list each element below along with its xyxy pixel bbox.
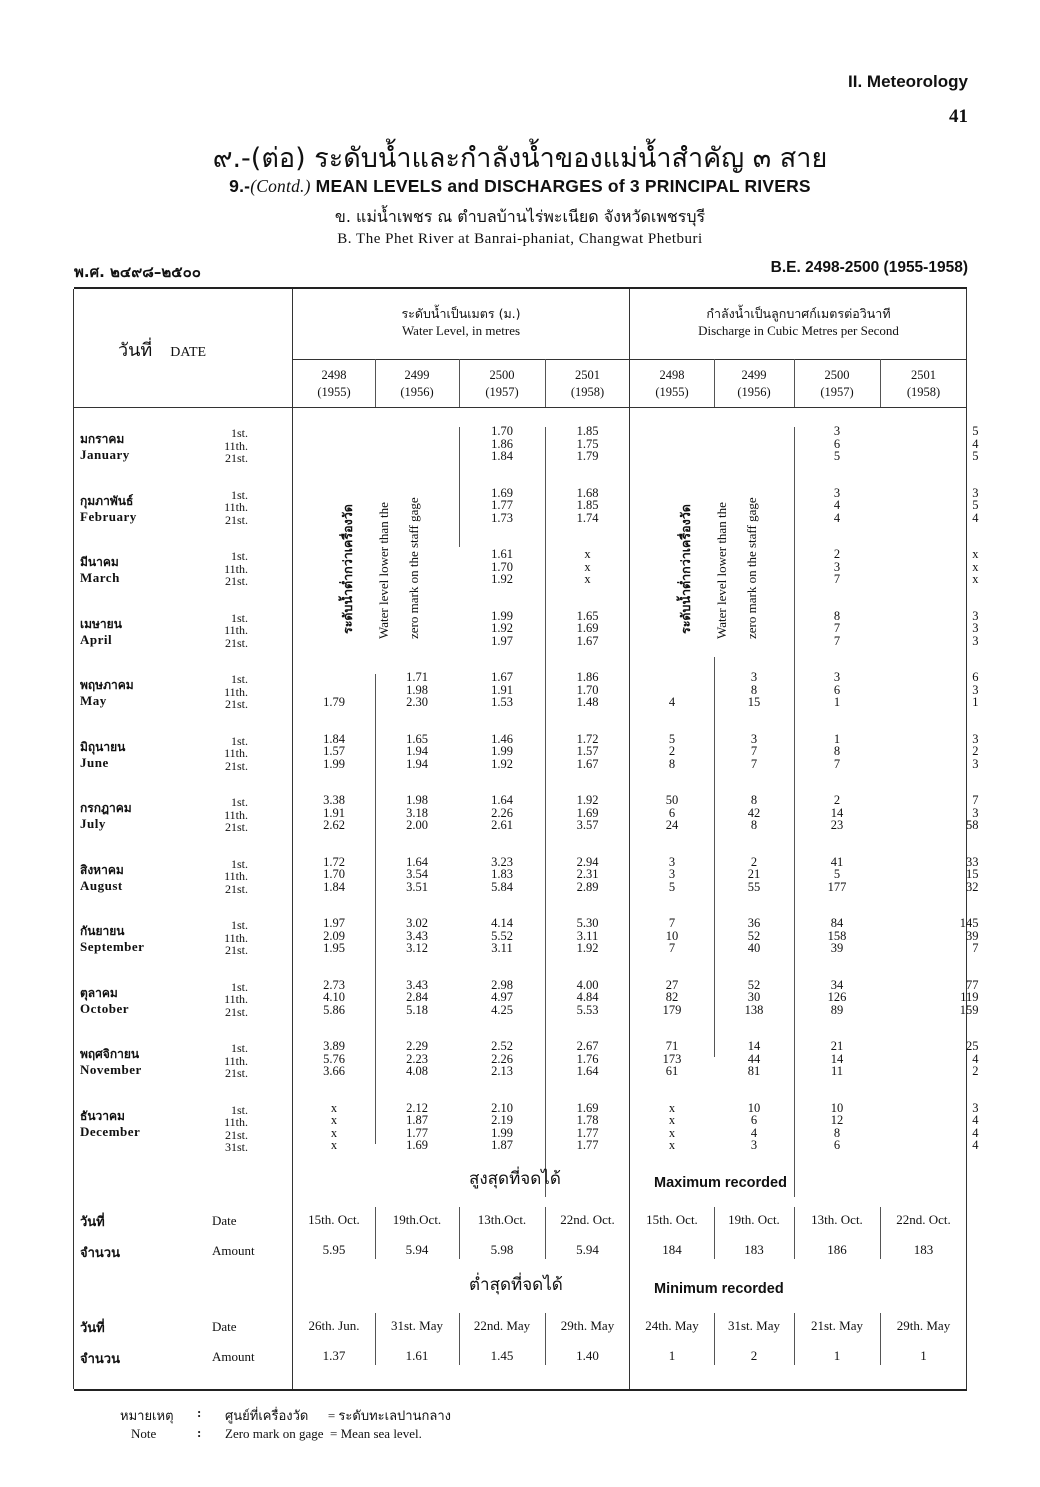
discharge-thai: กำลังน้ำเป็นลูกบาศก์เมตรต่อวินาที (706, 306, 891, 321)
month-label (80, 1108, 140, 1140)
month-label (80, 616, 122, 648)
data-cell: 3.43 2.84 5.18 (406, 977, 428, 1017)
data-cell: 2.10 2.19 1.99 1.87 (491, 1100, 513, 1152)
month-english: January (80, 447, 130, 462)
month-thai: มิถุนายน (80, 739, 126, 754)
title-thai: ๙.-(ต่อ) ระดับน้ำและกำลังน้ำของแม่น้ำสำคัญ ๓ สาย (212, 143, 828, 174)
month-english: November (80, 1062, 142, 1077)
month-english: December (80, 1123, 141, 1139)
year-be: 2500 (489, 368, 515, 382)
data-cell: 3 3 5 (668, 854, 676, 894)
data-cell: 4.14 5.52 3.11 (491, 916, 513, 955)
data-cell: 10 6 4 3 (747, 1100, 761, 1152)
year-header (884, 367, 964, 401)
year-be: 2499 (404, 368, 430, 382)
maximum-amount-cell: 5.94 (405, 1242, 429, 1257)
data-cell: 7 3 58 (966, 793, 979, 832)
year-header-separator (375, 359, 376, 407)
data-cell: 1.67 1.91 1.53 (491, 670, 513, 709)
month-english: February (80, 508, 137, 524)
data-cell: 3 6 1 (833, 670, 841, 709)
data-cell: 4 (668, 695, 676, 709)
month-thai: สิงหาคม (80, 862, 124, 877)
minimum-amount-cell: 1 (668, 1348, 676, 1363)
data-cell: 41 5 177 (827, 854, 847, 894)
ordinal-days: 1st. 11th. 21st. (224, 426, 248, 465)
data-cell: 5 2 8 (668, 731, 676, 771)
ordinal-days: 1st. 11th. 21st. (224, 856, 248, 896)
maximum-title-en: Maximum recorded (654, 1175, 787, 1191)
maximum-date-label-en: Date (212, 1213, 237, 1228)
data-cell: 27 82 179 (662, 977, 682, 1017)
month-thai: ตุลาคม (80, 985, 118, 1000)
data-cell: x x x (972, 547, 979, 586)
year-ce: (1956) (400, 385, 434, 399)
maximum-date-cell: 13th.Oct. (477, 1212, 527, 1227)
maximum-amount-cell: 5.98 (490, 1242, 514, 1257)
data-cell: 71 173 61 (662, 1039, 682, 1078)
water-level-header (293, 305, 629, 339)
data-cell: 8 42 8 (747, 793, 761, 832)
ordinal-days: 1st. 11th. 21st. 31st. (224, 1102, 248, 1154)
extremes-separator (794, 1313, 795, 1365)
data-table (74, 287, 979, 1391)
data-cell: 1.70 1.86 1.84 (491, 424, 513, 463)
extremes-separator (459, 1313, 460, 1365)
data-cell: 4.00 4.84 5.53 (576, 977, 599, 1017)
minimum-amount-cell: 1.37 (322, 1348, 346, 1363)
column-separator (459, 427, 460, 547)
data-cell: 3.02 3.43 3.12 (406, 916, 428, 955)
maximum-amount-cell: 5.94 (576, 1242, 599, 1257)
column-separator (794, 427, 795, 1197)
data-cell: 2.67 1.76 1.64 (576, 1039, 599, 1078)
data-cell: 3 7 7 (750, 731, 758, 771)
title-main: MEAN LEVELS and DISCHARGES of 3 PRINCIPAL RIVERS (310, 176, 811, 196)
data-cell: 33 15 32 (966, 854, 979, 894)
data-cell: 3 8 15 (747, 670, 761, 709)
maximum-date-cell: 13th. Oct. (811, 1212, 863, 1227)
discharge-english: Discharge in Cubic Metres per Second (698, 323, 899, 338)
minimum-date-label-en: Date (212, 1319, 237, 1334)
maximum-amount-cell: 183 (913, 1242, 934, 1257)
data-cell: 2.52 2.26 2.13 (491, 1039, 513, 1078)
maximum-amount-cell: 5.95 (322, 1242, 346, 1257)
data-cell: 1.98 3.18 2.00 (406, 793, 428, 832)
year-be: 2498 (659, 368, 685, 382)
data-cell: 1.86 1.70 1.48 (576, 670, 599, 709)
data-cell: 14 44 81 (747, 1039, 761, 1078)
minimum-amount-cell: 1.61 (405, 1348, 429, 1363)
water-level-english: Water Level, in metres (401, 323, 521, 338)
data-cell: 1.65 1.69 1.67 (576, 608, 599, 648)
extremes-separator (714, 1313, 715, 1365)
year-header (797, 367, 877, 401)
month-english: May (80, 693, 107, 708)
column-separator (714, 657, 715, 1057)
subtitle-thai: ข. แม่น้ำเพชร ณ ตำบลบ้านไร่พะเนียด จังหวัดเพชรบุรี (334, 207, 706, 226)
data-cell: 3 4 4 (833, 485, 841, 525)
extremes-separator (714, 1207, 715, 1259)
note-colon-2: : (197, 1425, 202, 1440)
title-prefix: 9.- (229, 176, 251, 196)
data-cell: 52 30 138 (744, 977, 764, 1017)
data-cell: 6 3 1 (972, 670, 979, 709)
period-english: B.E. 2498-2500 (1955-1958) (770, 259, 968, 276)
minimum-date-cell: 31st. May (391, 1318, 443, 1333)
year-header (548, 367, 628, 401)
extremes-separator (545, 1313, 546, 1365)
month-label (80, 800, 132, 832)
month-thai: มกราคม (80, 432, 125, 446)
note-text-en: Zero mark on gage = Mean sea level. (225, 1426, 422, 1441)
month-thai: ธันวาคม (80, 1108, 125, 1123)
year-be: 2498 (321, 368, 347, 382)
data-cell: x x x x (668, 1100, 676, 1152)
note-label-en: Note (131, 1426, 157, 1441)
data-cell: 3 4 4 4 (972, 1100, 979, 1152)
ordinal-days: 1st. 11th. 21st. (224, 733, 248, 773)
data-cell: 3.89 5.76 3.66 (323, 1039, 345, 1078)
year-be: 2501 (911, 368, 936, 382)
ordinal-days: 1st. 11th. 21st. (224, 1041, 248, 1080)
year-header-separator (459, 359, 460, 407)
vertical-note-en-4: zero mark on the staff gage (744, 497, 759, 639)
maximum-date-cell: 19th. Oct. (728, 1212, 780, 1227)
month-english: September (80, 939, 145, 954)
minimum-amount-cell: 2 (750, 1348, 758, 1363)
month-english: March (80, 570, 120, 585)
ordinal-days: 1st. 11th. 21st. (224, 918, 248, 957)
year-ce: (1956) (737, 385, 771, 399)
month-english: July (80, 816, 106, 831)
data-cell: 1.68 1.85 1.74 (576, 485, 599, 525)
data-cell: 3.38 1.91 2.62 (323, 793, 345, 832)
year-header-separator (794, 359, 795, 407)
minimum-date-cell: 26th. Jun. (308, 1318, 360, 1333)
data-cell: 8 7 7 (833, 608, 841, 648)
vertical-note-thai: ระดับน้ำต่ำกว่าเครื่องวัด (340, 504, 355, 634)
header-rule (293, 359, 967, 360)
month-thai: เมษายน (80, 616, 122, 631)
month-label (80, 677, 134, 709)
data-cell: 1.65 1.94 1.94 (406, 731, 428, 771)
minimum-amount-label-en: Amount (212, 1349, 255, 1364)
ordinal-days: 1st. 11th. 21st. (224, 487, 248, 527)
year-header (632, 367, 712, 401)
maximum-date-label-thai: วันที่ (80, 1215, 105, 1230)
frame-left-border (73, 289, 74, 1389)
data-cell: 5.30 3.11 1.92 (576, 916, 599, 955)
data-cell: 2.98 4.97 4.25 (491, 977, 513, 1017)
data-cell: 34 126 89 (827, 977, 847, 1017)
data-cell: 1.69 1.77 1.73 (491, 485, 513, 525)
data-cell: 5 4 5 (972, 424, 979, 463)
maximum-date-cell: 15th. Oct. (646, 1212, 698, 1227)
month-label (80, 739, 125, 771)
column-separator (375, 674, 376, 1144)
data-cell: 1.79 (323, 695, 345, 709)
data-cell: 84 158 39 (827, 916, 847, 955)
minimum-date-cell: 31st. May (728, 1318, 780, 1333)
note-text-thai: ศูนย์ที่เครื่องวัด = ระดับทะเลปานกลาง (225, 1408, 451, 1423)
minimum-amount-cell: 1.40 (576, 1348, 599, 1363)
extremes-separator (375, 1313, 376, 1365)
data-cell: 145 39 7 (959, 916, 979, 955)
data-cell: 1.64 2.26 2.61 (491, 793, 513, 832)
minimum-date-cell: 29th. May (560, 1318, 615, 1333)
year-header (462, 367, 542, 401)
title-english (0, 176, 1040, 197)
column-separator (545, 427, 546, 1197)
month-english: October (80, 1000, 129, 1016)
data-cell: x x x (584, 547, 591, 586)
data-cell: 1.85 1.75 1.79 (576, 424, 599, 463)
vertical-note-en-1: Water level lower than the (376, 502, 391, 639)
extremes-separator (375, 1207, 376, 1259)
year-ce: (1957) (485, 385, 519, 399)
vertical-note-en-2: zero mark on the staff gage (406, 497, 421, 639)
date-header-thai: วันที่ (118, 340, 153, 361)
date-header-english: DATE (170, 345, 207, 360)
data-cell: 1.71 1.98 2.30 (406, 670, 428, 709)
data-cell: 2 14 23 (830, 793, 844, 832)
note-colon: : (197, 1405, 202, 1420)
maximum-title-thai: สูงสุดที่จดได้ (469, 1169, 561, 1189)
minimum-date-label-thai: วันที่ (80, 1321, 105, 1336)
maximum-amount-label-thai: จำนวน (80, 1246, 120, 1261)
maximum-date-cell: 22nd. Oct. (560, 1212, 615, 1227)
water-level-thai: ระดับน้ำเป็นเมตร (ม.) (401, 306, 521, 321)
data-cell: 36 52 40 (747, 916, 761, 955)
ordinal-days: 1st. 11th. 21st. (224, 795, 248, 834)
minimum-amount-cell: 1 (920, 1348, 927, 1363)
data-cell: 7 10 7 (665, 916, 679, 955)
month-label (80, 493, 137, 525)
section-header: II. Meteorology (848, 72, 968, 91)
ordinal-days: 1st. 11th. 21st. (224, 610, 248, 650)
minimum-date-cell: 21st. May (811, 1318, 863, 1333)
data-cell: 1.99 1.92 1.97 (491, 608, 513, 648)
data-cell: 3 5 4 (972, 485, 979, 525)
year-header (377, 367, 457, 401)
year-header (294, 367, 374, 401)
year-ce: (1955) (317, 385, 351, 399)
data-cell: 2.73 4.10 5.86 (323, 977, 345, 1017)
maximum-date-cell: 22nd. Oct. (896, 1212, 951, 1227)
header-bottom-rule (74, 407, 967, 408)
year-be: 2500 (824, 368, 850, 382)
data-cell: 1.61 1.70 1.92 (491, 547, 513, 586)
ordinal-days: 1st. 11th. 21st. (224, 979, 248, 1019)
minimum-title-thai: ต่ำสุดที่จดได้ (469, 1275, 563, 1295)
data-cell: x x x x (330, 1100, 338, 1152)
extremes-separator (794, 1207, 795, 1259)
subtitle-english: B. The Phet River at Banrai-phaniat, Changwat Phetburi (337, 231, 703, 247)
month-thai: กันยายน (80, 924, 125, 938)
data-cell: 21 14 11 (830, 1039, 844, 1078)
month-thai: พฤศจิกายน (80, 1047, 140, 1061)
minimum-amount-label-thai: จำนวน (80, 1352, 120, 1367)
vertical-note-thai-2: ระดับน้ำต่ำกว่าเครื่องวัด (678, 504, 693, 634)
month-thai: พฤษภาคม (80, 678, 134, 692)
month-label (80, 554, 120, 586)
year-ce: (1958) (906, 385, 941, 399)
title-contd: (Contd.) (250, 176, 311, 196)
extremes-separator (880, 1207, 881, 1259)
year-header-separator (880, 359, 881, 407)
month-label (80, 862, 124, 894)
vertical-note-en-3: Water level lower than the (714, 502, 729, 639)
data-cell: 2 3 7 (833, 547, 841, 586)
minimum-date-cell: 29th. May (896, 1318, 951, 1333)
minimum-amount-cell: 1.45 (490, 1348, 514, 1363)
month-label (80, 1046, 142, 1078)
month-english: August (80, 877, 123, 893)
year-ce: (1955) (655, 385, 689, 399)
maximum-date-cell: 19th.Oct. (392, 1212, 442, 1227)
month-english: April (80, 631, 113, 647)
month-english: June (80, 754, 109, 770)
month-thai: มีนาคม (80, 555, 119, 569)
ordinal-days: 1st. 11th. 21st. (224, 549, 248, 588)
data-cell: 25 4 2 (966, 1039, 979, 1078)
year-be: 2501 (575, 368, 600, 382)
month-thai: กุมภาพันธ์ (80, 493, 134, 508)
extremes-separator (880, 1313, 881, 1365)
data-cell: 77 119 159 (959, 977, 979, 1017)
data-cell: 1.64 3.54 3.51 (406, 854, 428, 894)
data-cell: 1.72 1.57 1.67 (576, 731, 599, 771)
year-ce: (1957) (820, 385, 854, 399)
maximum-amount-cell: 183 (744, 1242, 764, 1257)
maximum-amount-cell: 186 (827, 1242, 847, 1257)
data-cell: 1.84 1.57 1.99 (323, 731, 345, 771)
minimum-amount-cell: 1 (833, 1348, 841, 1363)
data-cell: 1.69 1.78 1.77 1.77 (576, 1100, 599, 1152)
maximum-date-cell: 15th. Oct. (308, 1212, 360, 1227)
extremes-separator (545, 1207, 546, 1259)
extremes-separator (459, 1207, 460, 1259)
note-label-thai: หมายเหตุ (120, 1408, 174, 1423)
maximum-amount-cell: 184 (662, 1242, 682, 1257)
data-cell: 3 2 3 (972, 731, 979, 771)
data-cell: 2 21 55 (747, 854, 761, 894)
data-cell: 2.12 1.87 1.77 1.69 (406, 1100, 428, 1152)
year-header-separator (545, 359, 546, 407)
minimum-title-en: Minimum recorded (654, 1281, 784, 1297)
year-ce: (1958) (570, 385, 605, 399)
minimum-date-cell: 22nd. May (473, 1318, 531, 1333)
period-thai: พ.ศ. ๒๔๙๘–๒๕๐๐ (74, 263, 201, 281)
data-cell: 10 12 8 6 (830, 1100, 844, 1152)
data-cell: 3 3 3 (972, 608, 979, 648)
discharge-header (630, 305, 967, 339)
ordinal-days: 1st. 11th. 21st. (224, 672, 248, 711)
month-label (80, 431, 130, 463)
month-thai: กรกฎาคม (80, 801, 132, 815)
date-column-header (118, 335, 206, 364)
data-cell: 1.92 1.69 3.57 (576, 793, 599, 832)
data-cell: 2.94 2.31 2.89 (576, 854, 599, 894)
data-cell: 1.72 1.70 1.84 (323, 854, 345, 894)
month-label (80, 923, 144, 955)
data-cell: 1 8 7 (833, 731, 841, 771)
data-cell: 50 6 24 (665, 793, 679, 832)
year-header (714, 367, 794, 401)
data-cell: 3.23 1.83 5.84 (491, 854, 513, 894)
data-cell: 3 6 5 (833, 424, 841, 463)
minimum-date-cell: 24th. May (645, 1318, 699, 1333)
year-be: 2499 (741, 368, 767, 382)
page-number: 41 (949, 106, 968, 127)
month-label (80, 985, 129, 1017)
data-cell: 1.46 1.99 1.92 (491, 731, 513, 771)
data-cell: 2.29 2.23 4.08 (406, 1039, 428, 1078)
maximum-amount-label-en: Amount (212, 1243, 255, 1258)
data-cell: 1.97 2.09 1.95 (323, 916, 345, 955)
